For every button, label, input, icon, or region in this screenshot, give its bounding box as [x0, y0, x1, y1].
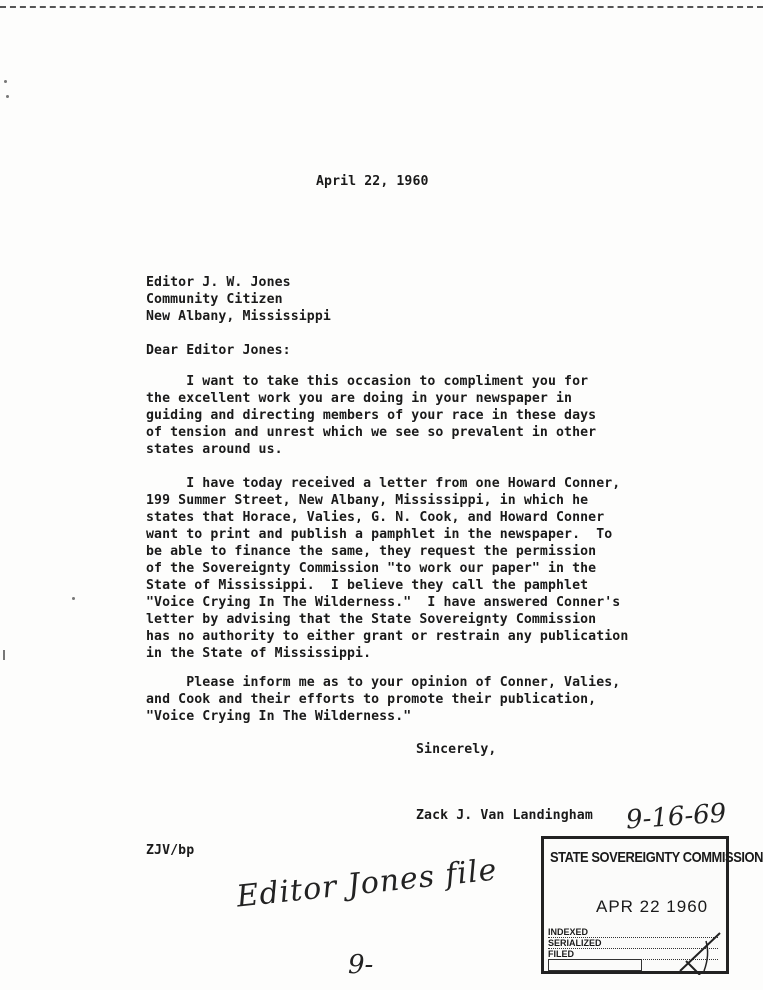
body-line: has no authority to either grant or restrain any publication	[146, 629, 629, 644]
scan-speck	[72, 597, 75, 600]
scan-speck	[3, 650, 5, 660]
body-line: states around us.	[146, 442, 283, 457]
body-line: "Voice Crying In The Wilderness."	[146, 709, 412, 724]
address-line: Editor J. W. Jones	[146, 275, 291, 290]
handwritten-date-note: 9-16-69	[625, 798, 728, 836]
body-line: 199 Summer Street, New Albany, Mississippi, in which he	[146, 493, 589, 508]
typist-initials: ZJV/bp	[146, 843, 195, 858]
body-line: I have today received a letter from one Howard Conner,	[146, 476, 621, 491]
signer-name: Zack J. Van Landingham	[416, 808, 593, 823]
body-line: states that Horace, Valies, G. N. Cook, and Howard Conner	[146, 510, 605, 525]
body-line: Please inform me as to your opinion of Conner, Valies,	[146, 675, 621, 690]
commission-filing-stamp	[541, 836, 763, 974]
scan-speck	[6, 95, 9, 98]
body-line: I want to take this occasion to compliment you for	[146, 374, 589, 389]
letter-date: April 22, 1960	[316, 174, 429, 189]
body-line: of tension and unrest which we see so prevalent in other	[146, 425, 597, 440]
body-line: "Voice Crying In The Wilderness." I have answered Conner's	[146, 595, 621, 610]
scan-speck	[4, 80, 7, 83]
stamp-date: APR 22 1960	[596, 897, 709, 916]
salutation: Dear Editor Jones:	[146, 343, 291, 358]
check-mark-icon	[676, 931, 726, 975]
body-line: want to print and publish a pamphlet in the newspaper. To	[146, 527, 613, 542]
body-line: be able to finance the same, they request the permission	[146, 544, 597, 559]
body-line: of the Sovereignty Commission "to work our paper" in the	[146, 561, 597, 576]
stamp-row-filed: FILED	[548, 949, 718, 960]
handwritten-page-number: 9-	[348, 950, 374, 980]
body-line: guiding and directing members of your race in these days	[146, 408, 597, 423]
stamp-title: STATE SOVEREIGNTY COMMISSION	[550, 849, 763, 866]
address-line: New Albany, Mississippi	[146, 309, 331, 324]
closing: Sincerely,	[416, 742, 497, 757]
body-line: the excellent work you are doing in your newspaper in	[146, 391, 573, 406]
recipient-address	[146, 274, 331, 325]
stamp-row-serialized: SERIALIZED	[548, 938, 718, 949]
body-paragraph-2	[146, 475, 628, 662]
body-paragraph-3	[146, 674, 620, 725]
address-line: Community Citizen	[146, 292, 283, 307]
handwritten-file-note: Editor Jones file	[234, 852, 499, 915]
body-line: in the State of Mississippi.	[146, 646, 372, 661]
body-line: and Cook and their efforts to promote their publication,	[146, 692, 597, 707]
body-line: letter by advising that the State Sovereignty Commission	[146, 612, 597, 627]
page-top-edge	[0, 6, 763, 8]
stamp-row-indexed: INDEXED	[548, 927, 718, 938]
body-paragraph-1	[146, 373, 596, 458]
stamp-blank-box	[548, 959, 642, 971]
body-line: State of Mississippi. I believe they call the pamphlet	[146, 578, 589, 593]
